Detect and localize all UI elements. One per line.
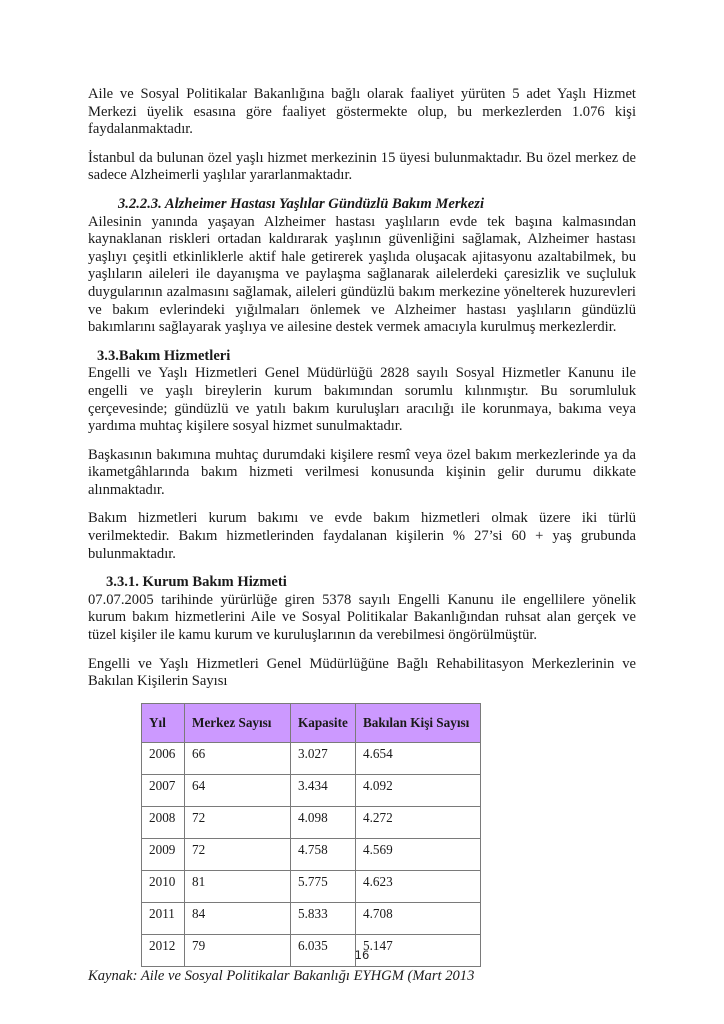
cell-capacity: 5.833: [291, 902, 356, 934]
cell-year: 2009: [142, 838, 185, 870]
table-row: [142, 902, 481, 934]
cell-capacity: 3.434: [291, 774, 356, 806]
header-people-cared: Bakılan Kişi Sayısı: [356, 703, 481, 742]
cell-capacity: 4.098: [291, 806, 356, 838]
cell-center-count: 79: [185, 934, 291, 966]
cell-year: 2006: [142, 742, 185, 774]
cell-people-cared: 4.623: [356, 870, 481, 902]
table-row: [142, 774, 481, 806]
cell-center-count: 84: [185, 902, 291, 934]
cell-year: 2008: [142, 806, 185, 838]
cell-year: 2012: [142, 934, 185, 966]
cell-center-count: 81: [185, 870, 291, 902]
cell-capacity: 4.758: [291, 838, 356, 870]
table-row: [142, 838, 481, 870]
table-source-note: Kaynak: Aile ve Sosyal Politikalar Bakanlığı EYHGM (Mart 2013: [88, 967, 475, 984]
cell-people-cared: 4.569: [356, 838, 481, 870]
cell-center-count: 64: [185, 774, 291, 806]
cell-people-cared: 4.654: [356, 742, 481, 774]
page-number: 16: [354, 948, 370, 962]
table-row: [142, 742, 481, 774]
paragraph-yasli-hizmet-merkezi: Aile ve Sosyal Politikalar Bakanlığına bağlı olarak faaliyet yürüten 5 adet Yaşlı Hizmet Merkezi üyelik esasına göre faaliyet göstermekte olup, bu merkezlerden 1.076 kişi faydalanmaktadır.: [88, 86, 636, 138]
paragraph-bakim-hizmetleri-2: Başkasının bakımına muhtaç durumdaki kişilere resmî veya özel bakım merkezlerinde ya da ikametgâhlarında bakım hizmeti verilmesi konusunda kişinin gelir durumu dikkate alınmaktadır.: [88, 446, 636, 498]
cell-people-cared: 4.708: [356, 902, 481, 934]
section-heading-3223: 3.2.2.3. Alzheimer Hastası Yaşlılar Gündüzlü Bakım Merkezi: [118, 195, 485, 212]
cell-year: 2011: [142, 902, 185, 934]
header-year: Yıl: [142, 703, 185, 742]
cell-capacity: 6.035: [291, 934, 356, 966]
cell-people-cared: 4.092: [356, 774, 481, 806]
cell-capacity: 3.027: [291, 742, 356, 774]
cell-year: 2010: [142, 870, 185, 902]
cell-people-cared: 4.272: [356, 806, 481, 838]
paragraph-istanbul-ozel-merkez: İstanbul da bulunan özel yaşlı hizmet merkezinin 15 üyesi bulunmaktadır. Bu özel merkez de sadece Alzheimerli yaşlılar yararlanmaktadır.: [88, 149, 636, 184]
cell-center-count: 72: [185, 806, 291, 838]
paragraph-bakim-hizmetleri-3: Bakım hizmetleri kurum bakımı ve evde bakım hizmetleri olmak üzere iki türlü verilmektedir. Bakım hizmetlerinden faydalanan kişilerin % 27’si 60 + yaş grubunda bulunmaktadır.: [88, 510, 636, 562]
section-heading-33: 3.3.Bakım Hizmetleri: [97, 347, 231, 364]
cell-center-count: 66: [185, 742, 291, 774]
paragraph-kurum-bakim: 07.07.2005 tarihinde yürürlüğe giren 5378 sayılı Engelli Kanunu ile engellilere yönelik kurum bakım hizmetlerini Aile ve Sosyal Politikalar Bakanlığından ruhsat alan gerçek ve tüzel kişiler ile kamu kurum ve kuruluşlarının da verebilmesi öngörülmüştür.: [88, 591, 636, 644]
table-row: [142, 870, 481, 902]
document-page: [88, 86, 636, 985]
rehabilitation-centers-table: [141, 703, 481, 967]
paragraph-alzheimer-merkezi: Ailesinin yanında yaşayan Alzheimer hastası yaşlıların evde tek başına kalmasından kaynaklanan riskleri ortadan kaldırarak yaşlının güvenliğini sağlamak, Alzheimer hastası yaşlıyı çeşitli etkinliklerle aktif hale getirerek yaşlıda oluşacak ajitasyonu azaltabilmek, bu yaşlıların aileleri ile dayanışma ve paylaşma sağlanarak ailelerdeki çaresizlik ve suçluluk duygularının azalmasını sağlamak, aileleri gündüzlü bakım merkezine yönelterek huzurevleri ve bakım evlerindeki yığılmaları önlemek ve Alzheimer hastası yaşlıların gündüzlü bakımlarını sağlayarak yaşlıya ve ailesine destek vermek amacıyla kurulmuş merkezlerdir.: [88, 213, 636, 336]
cell-people-cared: 5.147: [356, 934, 481, 966]
table-header-row: [142, 703, 481, 742]
cell-center-count: 72: [185, 838, 291, 870]
cell-year: 2007: [142, 774, 185, 806]
paragraph-bakim-hizmetleri-1: Engelli ve Yaşlı Hizmetleri Genel Müdürlüğü 2828 sayılı Sosyal Hizmetler Kanunu ile engelli ve yaşlı bireylerin kurum bakımından sorumlu kılınmıştır. Bu sorumluluk çerçevesinde; gündüzlü ve yatılı bakım kuruluşları aracılığı ile korunmaya, bakıma veya yardıma muhtaç kişilere sosyal hizmet sunulmaktadır.: [88, 365, 636, 435]
cell-capacity: 5.775: [291, 870, 356, 902]
table-title: Engelli ve Yaşlı Hizmetleri Genel Müdürlüğüne Bağlı Rehabilitasyon Merkezlerinin ve Bakılan Kişilerin Sayısı: [88, 655, 636, 690]
section-heading-331: 3.3.1. Kurum Bakım Hizmeti: [106, 574, 287, 591]
header-center-count: Merkez Sayısı: [185, 703, 291, 742]
table-row: [142, 806, 481, 838]
header-capacity: Kapasite: [291, 703, 356, 742]
